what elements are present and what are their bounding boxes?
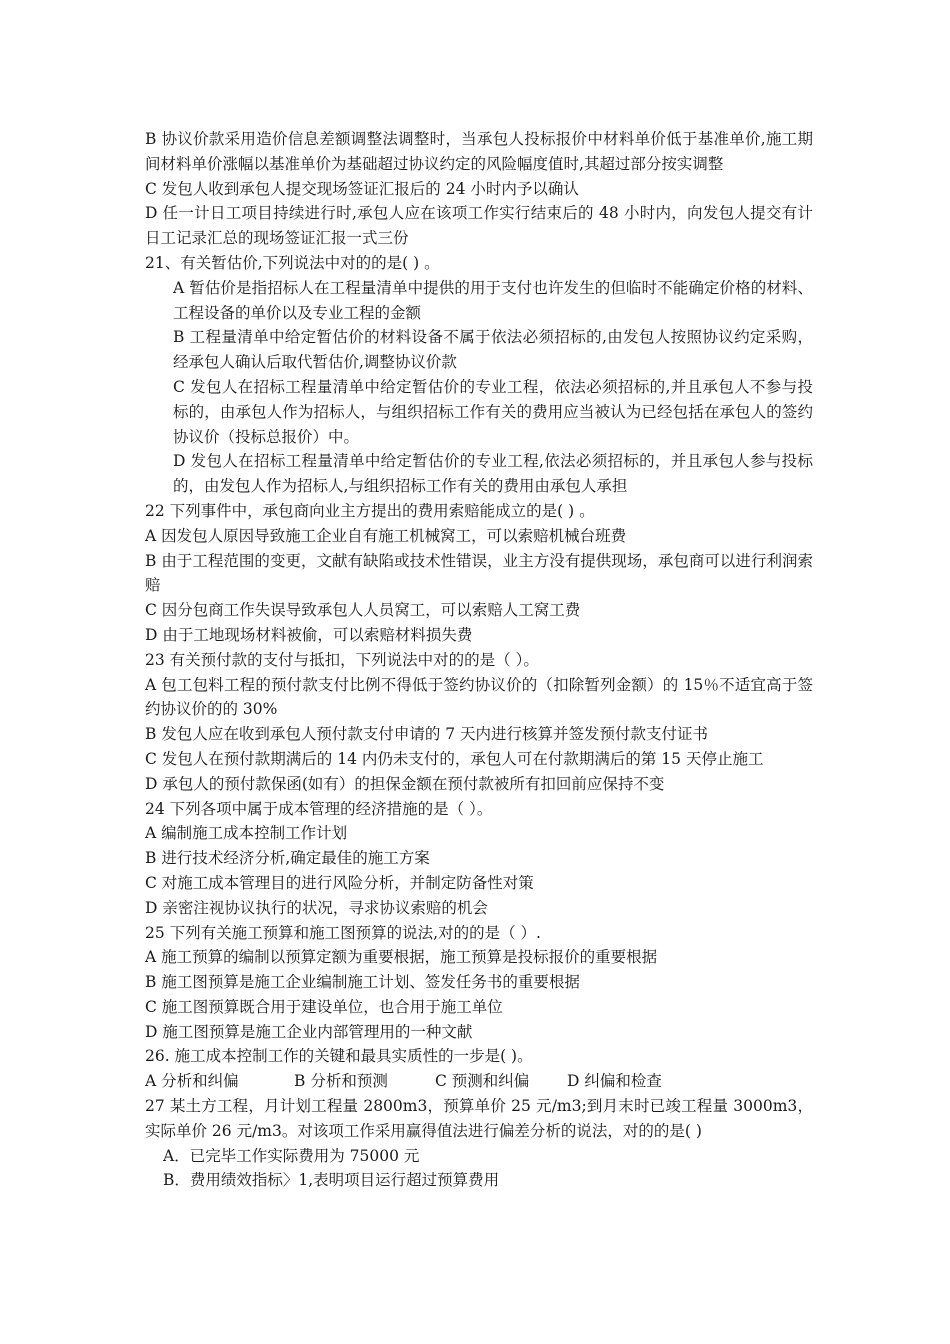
q25-option-b: B 施工图预算是施工企业编制施工计划、签发任务书的重要根据 [145, 973, 580, 992]
q26-option-d: D 纠偏和检查 [567, 1072, 662, 1091]
document-body [145, 127, 813, 1193]
q25-stem: 25 下列有关施工预算和施工图预算的说法,对的的是（ ）. [145, 923, 541, 942]
q26-option-a: A 分析和纠偏 [145, 1072, 239, 1091]
q23-stem: 23 有关预付款的支付与抵扣，下列说法中对的的是（ ）。 [145, 650, 539, 669]
q25-option-c: C 施工图预算既合用于建设单位，也合用于施工单位 [145, 997, 503, 1016]
q21-stem: 21、有关暂估价,下列说法中对的的是( ) 。 [145, 253, 440, 272]
q22-option-a: A 因发包人原因导致施工企业自有施工机械窝工，可以索赔机械台班费 [145, 526, 627, 545]
q22-option-b: B 由于工程范围的变更，文献有缺陷或技术性错误，业主方没有提供现场，承包商可以进行利润索赔 [145, 551, 813, 595]
q27-option-b: B．费用绩效指标〉1,表明项目运行超过预算费用 [163, 1171, 500, 1190]
q21-option-c: C 发包人在招标工程量清单中给定暂估价的专业工程，依法必须招标的,并且承包人不参与投标的，由承包人作为招标人，与组织招标工作有关的费用应当被认为已经包括在承包人的签约协议价（投标总报价）中。 [173, 377, 813, 446]
q22-option-c: C 因分包商工作失误导致承包人人员窝工，可以索赔人工窝工费 [145, 601, 581, 620]
q27-option-a: A．已完毕工作实际费用为 75000 元 [163, 1146, 420, 1165]
q25-option-d: D 施工图预算是施工企业内部管理用的一种文献 [145, 1022, 473, 1041]
q24-option-c: C 对施工成本管理目的进行风险分析，并制定防备性对策 [145, 873, 534, 892]
q25-option-a: A 施工预算的编制以预算定额为重要根据，施工预算是投标报价的重要根据 [145, 948, 658, 967]
q21-option-a: A 暂估价是指招标人在工程量清单中提供的用于支付也许发生的但临时不能确定价格的材料、工程设备的单价以及专业工程的金额 [173, 278, 813, 322]
q27-stem: 27 某土方工程，月计划工程量 2800m3，预算单价 25 元/m3;到月末时已竣工程量 3000m3，实际单价 26 元/m3。对该项工作采用赢得值法进行偏差分析的说法，对的的是( ) [145, 1097, 813, 1140]
q20-option-c: C 发包人收到承包人提交现场签证汇报后的 24 小时内予以确认 [145, 179, 579, 198]
q21-option-b: B 工程量清单中给定暂估价的材料设备不属于依法必须招标的,由发包人按照协议约定采购，经承包人确认后取代暂估价,调整协议价款 [173, 328, 813, 372]
q26-stem: 26. 施工成本控制工作的关键和最具实质性的一步是( )。 [145, 1047, 533, 1066]
q20-option-d: D 任一计日工项目持续进行时,承包人应在该项工作实行结束后的 48 小时内，向发包人提交有计日工记录汇总的现场签证汇报一式三份 [145, 204, 813, 248]
q23-option-a: A 包工包料工程的预付款支付比例不得低于签约协议价的（扣除暂列金额）的 15％不适宜高于签约协议价的的 30% [145, 675, 813, 719]
q23-option-d: D 承包人的预付款保函(如有）的担保金额在预付款被所有扣回前应保持不变 [145, 774, 665, 793]
q26-options [145, 1069, 813, 1094]
q22-option-d: D 由于工地现场材料被偷，可以索赔材料损失费 [145, 625, 473, 644]
q26-option-b: B 分析和预测 [294, 1072, 388, 1091]
q24-option-d: D 亲密注视协议执行的状况，寻求协议索赔的机会 [145, 898, 488, 917]
q22-stem: 22 下列事件中，承包商向业主方提出的费用索赔能成立的是( ) 。 [145, 501, 595, 520]
q24-option-a: A 编制施工成本控制工作计划 [145, 824, 348, 843]
q24-stem: 24 下列各项中属于成本管理的经济措施的是（ ）。 [145, 799, 493, 818]
q23-option-c: C 发包人在预付款期满后的 14 内仍未支付的，承包人可在付款期满后的第 15 天停止施工 [145, 749, 764, 768]
q21-option-d: D 发包人在招标工程量清单中给定暂估价的专业工程,依法必须招标的，并且承包人参与投标的，由发包人作为招标人,与组织招标工作有关的费用由承包人承担 [173, 452, 813, 496]
q26-option-c: C 预测和纠偏 [435, 1072, 530, 1091]
q20-option-b: B 协议价款采用造价信息差额调整法调整时，当承包人投标报价中材料单价低于基准单价,施工期间材料单价涨幅以基准单价为基础超过协议约定的风险幅度值时,其超过部分按实调整 [145, 130, 813, 173]
q24-option-b: B 进行技术经济分析,确定最佳的施工方案 [145, 849, 430, 868]
q23-option-b: B 发包人应在收到承包人预付款支付申请的 7 天内进行核算并签发预付款支付证书 [145, 725, 709, 744]
